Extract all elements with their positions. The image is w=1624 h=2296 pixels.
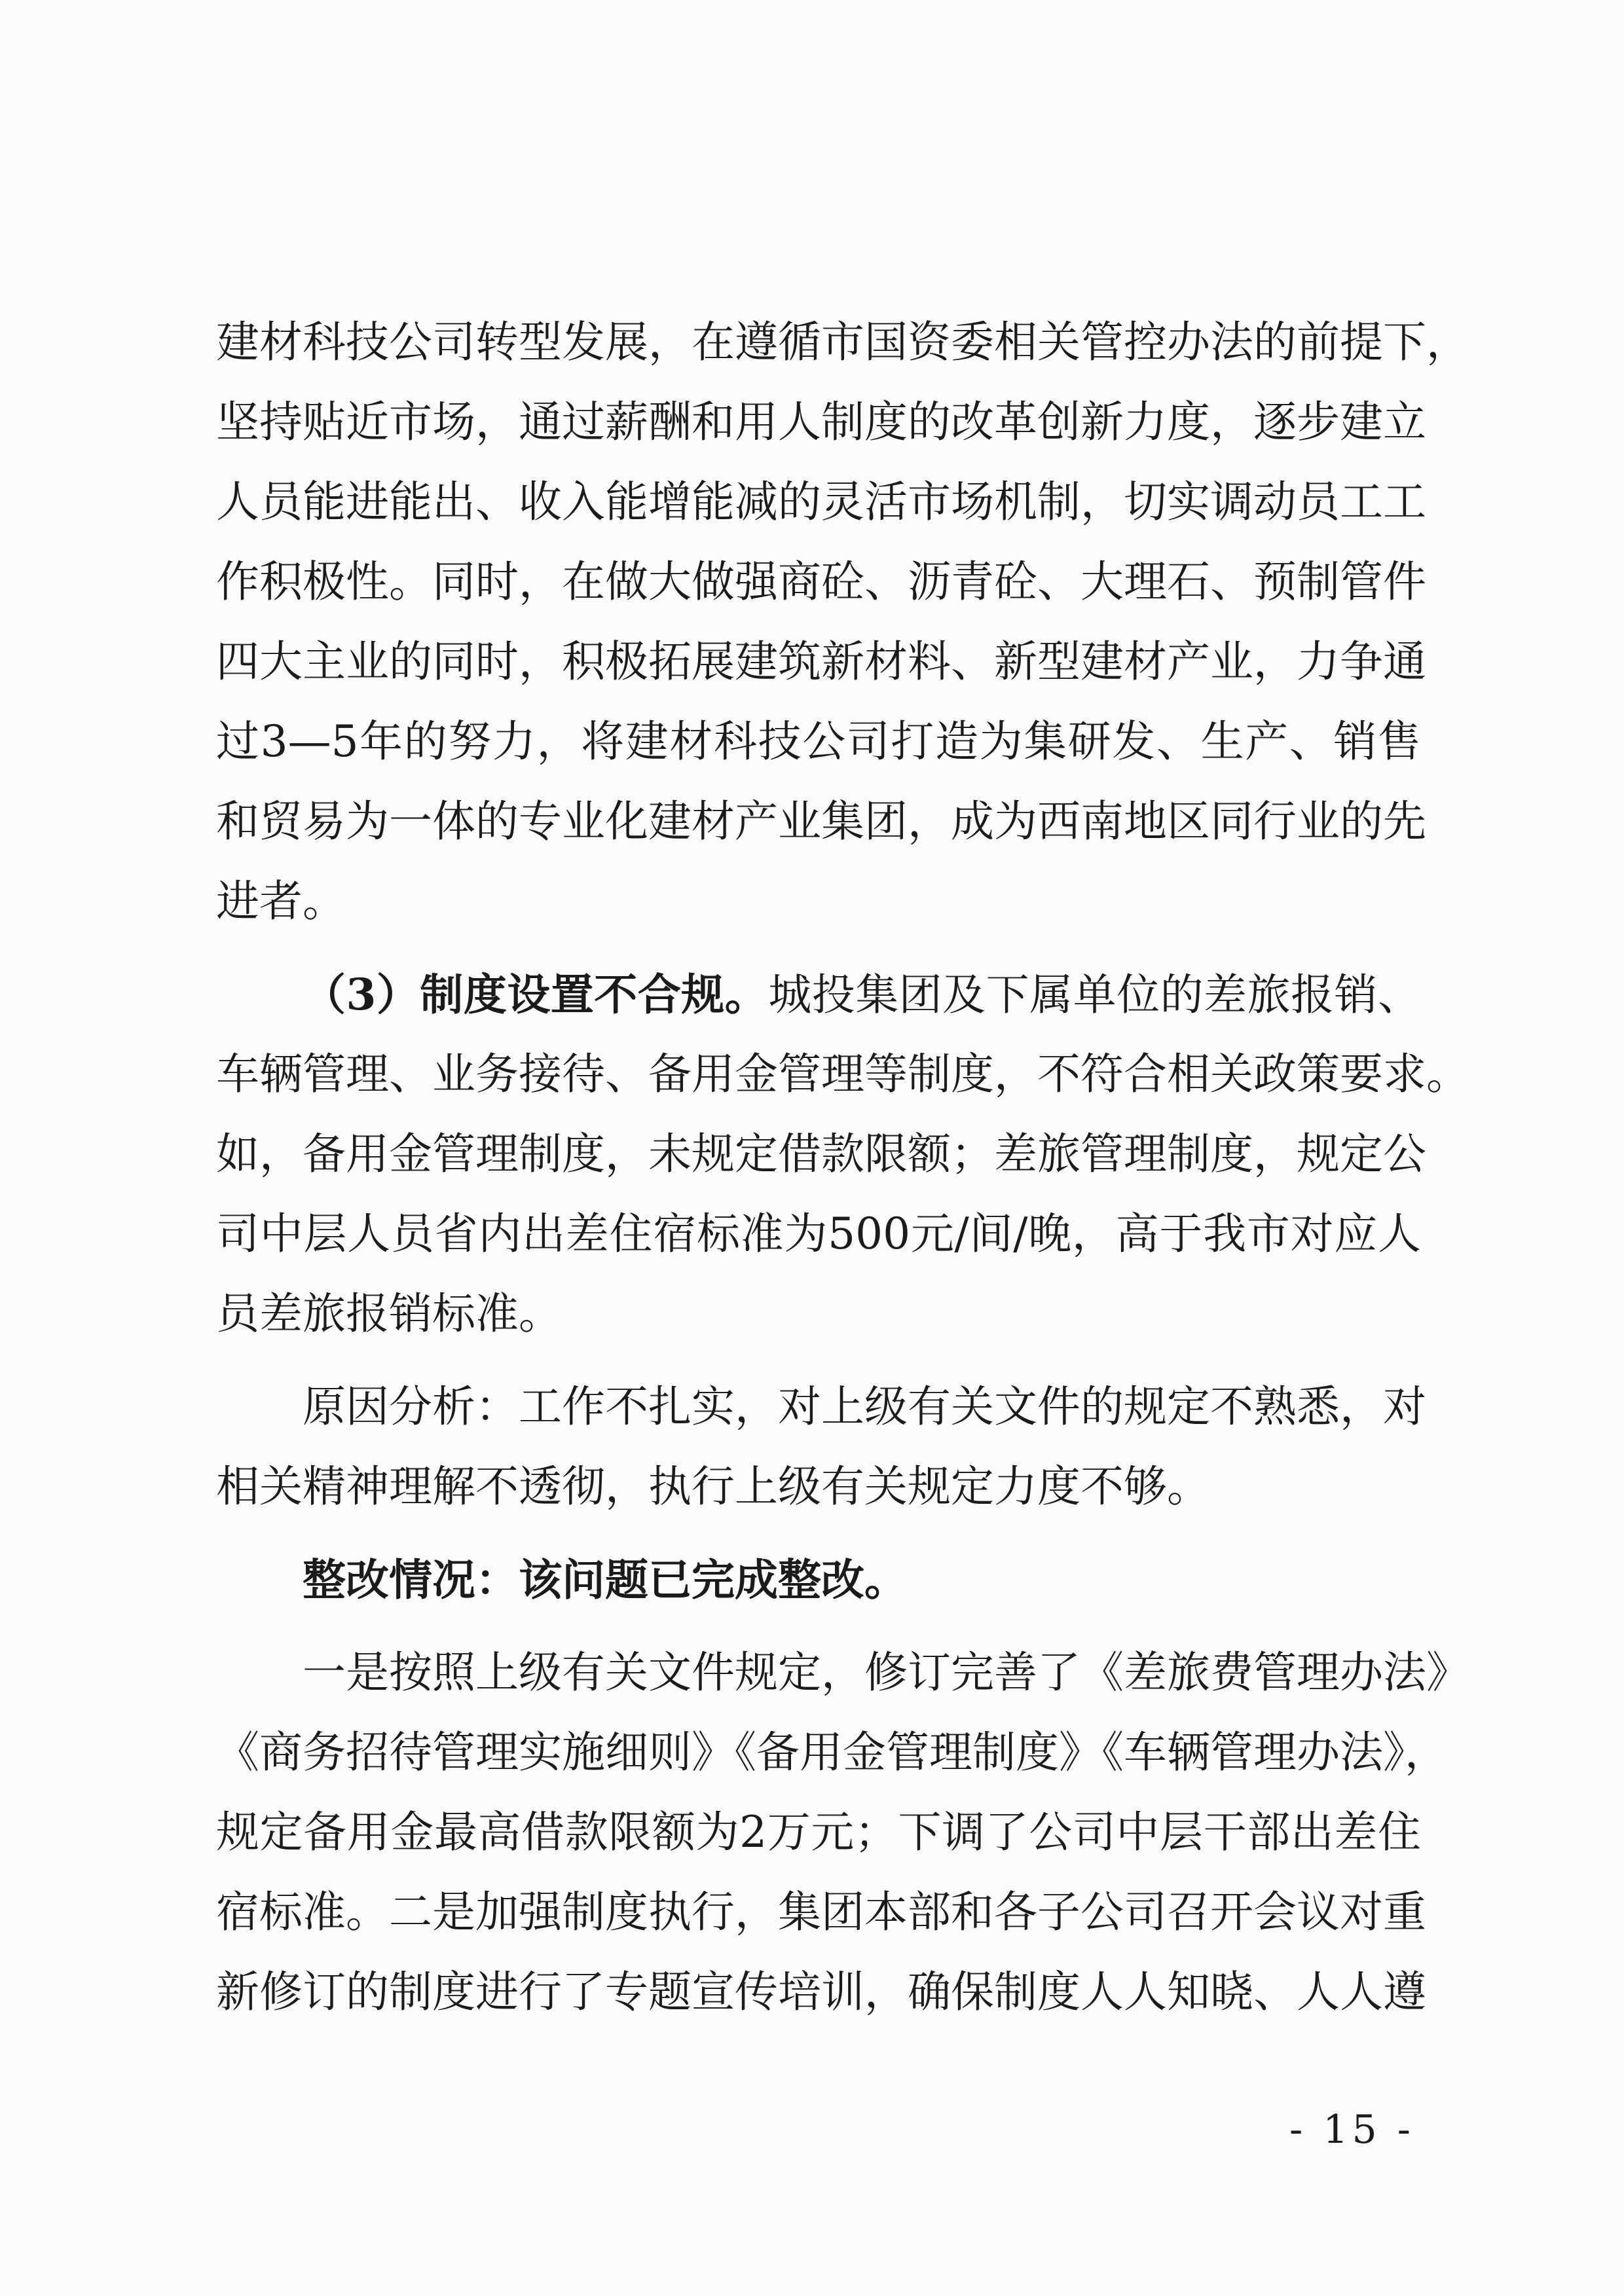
text-line: 车辆管理、业务接待、备用金管理等制度，不符合相关政策要求。 bbox=[216, 1049, 1469, 1099]
cause-analysis-line: 原因分析：工作不扎实，对上级有关文件的规定不熟悉，对 bbox=[303, 1381, 1426, 1432]
text-line: 和贸易为一体的专业化建材产业集团，成为西南地区同行业的先 bbox=[216, 796, 1426, 847]
text-line: 《商务招待管理实施细则》《备用金管理制度》《车辆管理办法》， bbox=[216, 1727, 1448, 1777]
text-line: 过3—5年的努力，将建材科技公司打造为集研发、生产、销售 bbox=[216, 716, 1421, 767]
text-line: 坚持贴近市场，通过薪酬和用人制度的改革创新力度，逐步建立 bbox=[216, 397, 1426, 447]
text-line: 相关精神理解不透彻，执行上级有关规定力度不够。 bbox=[216, 1461, 1210, 1512]
text-line: 进者。 bbox=[216, 876, 346, 926]
section-heading-line bbox=[216, 955, 1421, 1034]
section-heading: （3）制度设置不合规。 bbox=[303, 969, 769, 1020]
text-line: 宿标准。二是加强制度执行，集团本部和各子公司召开会议对重 bbox=[216, 1887, 1426, 1937]
text-line: 规定备用金最高借款限额为2万元；下调了公司中层干部出差住 bbox=[216, 1807, 1421, 1857]
text-line: 建材科技公司转型发展，在遵循市国资委相关管控办法的前提下， bbox=[216, 317, 1469, 367]
page-number: - 15 - bbox=[1289, 2107, 1414, 2153]
text-line: 如，备用金管理制度，未规定借款限额；差旅管理制度，规定公 bbox=[216, 1129, 1426, 1179]
text-line: 作积极性。同时，在做大做强商砼、沥青砼、大理石、预制管件 bbox=[216, 556, 1426, 607]
text-line: 新修订的制度进行了专题宣传培训，确保制度人人知晓、人人遵 bbox=[216, 1967, 1426, 2017]
rectification-heading: 整改情况：该问题已完成整改。 bbox=[303, 1554, 908, 1605]
text-line: 司中层人员省内出差住宿标准为500元/间/晚，高于我市对应人 bbox=[216, 1209, 1421, 1259]
text-line: 四大主业的同时，积极拓展建筑新材料、新型建材产业，力争通 bbox=[216, 636, 1426, 687]
rectification-line: 一是按照上级有关文件规定，修订完善了《差旅费管理办法》 bbox=[303, 1647, 1469, 1698]
section-heading-text: 城投集团及下属单位的差旅报销、 bbox=[768, 970, 1421, 1020]
text-line: 人员能进能出、收入能增能减的灵活市场机制，切实调动员工工 bbox=[216, 477, 1426, 527]
document-body bbox=[216, 302, 1469, 2032]
text-line: 员差旅报销标准。 bbox=[216, 1288, 562, 1339]
